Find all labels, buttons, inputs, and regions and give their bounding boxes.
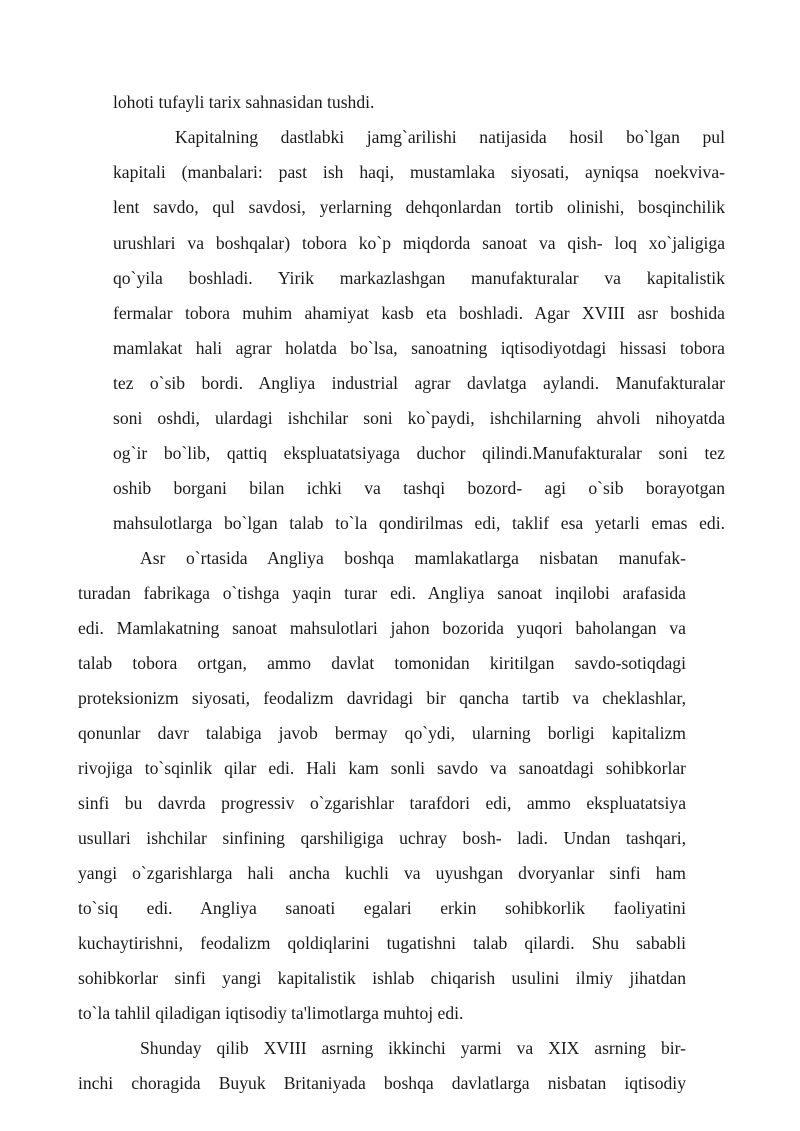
text-line: qonunlar davr talabiga javob bermay qo`ydi, ularning borligi kapitalizm xyxy=(78,723,686,743)
text-line: yangi o`zgarishlarga hali ancha kuchli va uyushgan dvoryanlar sinfi ham xyxy=(78,863,686,883)
text-line: qo`yila boshladi. Yirik markazlashgan manufakturalar va kapitalistik xyxy=(113,268,725,288)
text-line: fermalar tobora muhim ahamiyat kasb eta boshladi. Agar XVIII asr boshida xyxy=(113,303,725,323)
text-line: lent savdo, qul savdosi, yerlarning dehqonlardan tortib olinishi, bosqinchilik xyxy=(113,197,725,217)
text-line: og`ir bo`lib, qattiq ekspluatatsiyaga duchor qilindi.Manufakturalar soni tez xyxy=(113,443,725,463)
text-line: lohoti tufayli tarix sahnasidan tushdi. xyxy=(113,92,375,112)
text-line: inchi choragida Buyuk Britaniyada boshqa davlatlarga nisbatan iqtisodiy xyxy=(78,1073,686,1093)
text-line: oshib borgani bilan ichki va tashqi bozord- agi o`sib borayotgan xyxy=(113,478,725,498)
text-line: mamlakat hali agrar holatda bo`lsa, sanoatning iqtisodiyotdagi hissasi tobora xyxy=(113,338,725,358)
paragraph-first-line: Asr o`rtasida Angliya boshqa mamlakatlarga nisbatan manufak- xyxy=(140,548,686,568)
text-line: sinfi bu davrda progressiv o`zgarishlar tarafdori edi, ammo ekspluatatsiya xyxy=(78,793,686,813)
text-line: proteksionizm siyosati, feodalizm davridagi bir qancha tartib va cheklashlar, xyxy=(78,688,686,708)
text-line: soni oshdi, ulardagi ishchilar soni ko`paydi, ishchilarning ahvoli nihoyatda xyxy=(113,408,725,428)
text-line: urushlari va boshqalar) tobora ko`p miqdorda sanoat va qish- loq xo`jaligiga xyxy=(113,233,725,253)
text-line: rivojiga to`sqinlik qilar edi. Hali kam sonli savdo va sanoatdagi sohibkorlar xyxy=(78,758,686,778)
text-line: usullari ishchilar sinfining qarshiligiga uchray bosh- ladi. Undan tashqari, xyxy=(78,828,686,848)
text-line: sohibkorlar sinfi yangi kapitalistik ishlab chiqarish usulini ilmiy jihatdan xyxy=(78,968,686,988)
paragraph-first-line: Kapitalning dastlabki jamg`arilishi natijasida hosil bo`lgan pul xyxy=(175,127,725,147)
text-line: talab tobora ortgan, ammo davlat tomonidan kiritilgan savdo-sotiqdagi xyxy=(78,653,686,673)
text-line: to`siq edi. Angliya sanoati egalari erkin sohibkorlik faoliyatini xyxy=(78,898,686,918)
text-line: edi. Mamlakatning sanoat mahsulotlari jahon bozorida yuqori baholangan va xyxy=(78,618,686,638)
text-line: tez o`sib bordi. Angliya industrial agrar davlatga aylandi. Manufakturalar xyxy=(113,373,725,393)
text-line: mahsulotlarga bo`lgan talab to`la qondirilmas edi, taklif esa yetarli emas edi. xyxy=(113,513,725,533)
text-line: to`la tahlil qiladigan iqtisodiy ta'limotlarga muhtoj edi. xyxy=(78,1003,464,1023)
text-line: kapitali (manbalari: past ish haqi, mustamlaka siyosati, ayniqsa noekviva- xyxy=(113,162,725,182)
paragraph-first-line: Shunday qilib XVIII asrning ikkinchi yarmi va XIX asrning bir- xyxy=(140,1038,686,1058)
text-line: kuchaytirishni, feodalizm qoldiqlarini tugatishni talab qilardi. Shu sababli xyxy=(78,933,686,953)
text-line: turadan fabrikaga o`tishga yaqin turar edi. Angliya sanoat inqilobi arafasida xyxy=(78,583,686,603)
